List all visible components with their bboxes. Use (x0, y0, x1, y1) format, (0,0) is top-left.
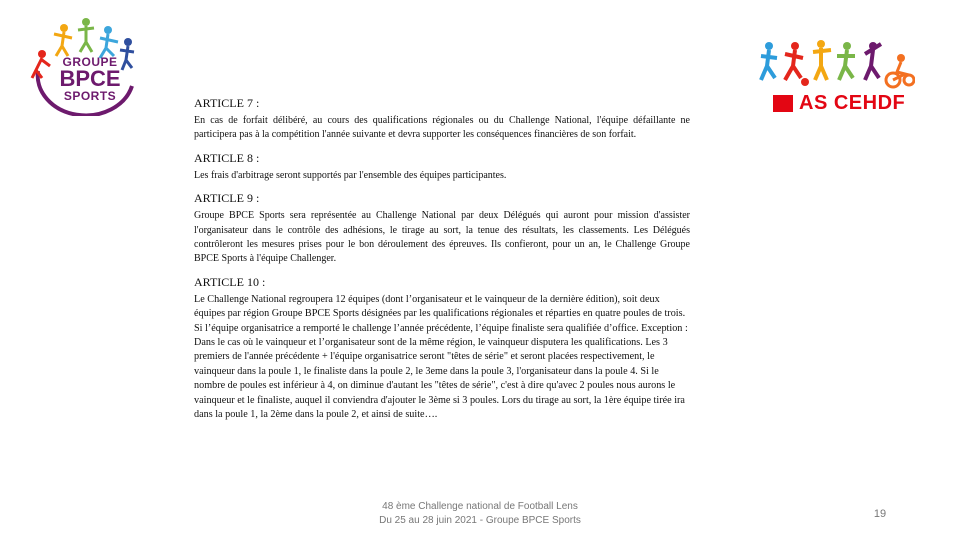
as-cehdf-logo (755, 38, 915, 118)
article-7-text: En cas de forfait délibéré, au cours des qualifications régionales ou du Challenge National, l'équipe défaillante ne participera pas à la compétition l'année suivante et devra supporter les conséquences financières de son forfait. (194, 115, 690, 141)
caisse-epargne-squirrel-icon (773, 95, 793, 112)
logo-line-bpce: BPCE (59, 66, 121, 91)
page-number: 19 (873, 508, 887, 520)
article-8-text: Les frais d'arbitrage seront supportés par l'ensemble des équipes participantes. (194, 169, 507, 181)
article-8-title: ARTICLE 8 : (194, 150, 260, 165)
article-9-title: ARTICLE 9 : (194, 191, 260, 206)
footer-event-line: 48 ème Challenge national de Football Lens (382, 501, 578, 512)
groupe-bpce-sports-logo (28, 16, 148, 121)
article-9-text: Groupe BPCE Sports sera représentée au Challenge National par deux Délégués qui auront pour mission d'assister l'organisateur dans le contrôle des adhésions, le tirage au sort, la tenue des résultats, les classements. Les Délégués contrôleront les mesures prises pour le bon déroulement des épreuves. Ils confieront, pour un an, le Challenge Groupe BPCE Sports à l'équipe Challenger. (194, 210, 690, 265)
article-7 (194, 96, 690, 143)
footer-date-line: Du 25 au 28 juin 2021 - Groupe BPCE Sports (379, 515, 581, 526)
article-10-title: ARTICLE 10 : (194, 274, 266, 289)
articles-body (194, 96, 690, 431)
footer (350, 500, 610, 528)
article-7-title: ARTICLE 7 : (194, 96, 260, 110)
article-10 (194, 275, 690, 423)
as-cehdf-text: AS CEHDF (799, 91, 906, 114)
logo-line-sports: SPORTS (63, 89, 117, 103)
article-10-text: Le Challenge National regroupera 12 équipes (dont l’organisateur et le vainqueur de la dernière édition), soit deux équipes par région Groupe BPCE Sports désignées par les qualifications régionales et réparties en quatre poules de trois. Si l’équipe organisatrice a remporté le challenge l’année précédente, l’équipe finaliste sera qualifiée d’office. Exception : Dans le cas où le vainqueur et l’organisateur sont de la même région, le vainqueur disputera les qualifications. Les 3 premiers de l'année précédente + l'équipe organisatrice seront "têtes de série" et seront placées respectivement, le vainqueur dans la poule 1, le finaliste dans la poule 2, le 3eme dans la poule 3, l'organisateur dans la poule 4. Si le nombre de poules est inférieur à 4, on diminue d'autant les "têtes de série", c'est à dire qu'avec 2 poules nous aurons le vainqueur et le finaliste, auquel il conviendra d'ajouter le 3ème si 3 poules. Lors du tirage au sort, la 1ère équipe tirée ira dans la poule 1, la 2ème dans la poule 2, et ainsi de suite…. (194, 293, 688, 421)
athletes-icon (755, 38, 915, 90)
article-8 (194, 151, 690, 183)
article-9 (194, 191, 690, 267)
logo-line-groupe: GROUPE (62, 55, 118, 69)
